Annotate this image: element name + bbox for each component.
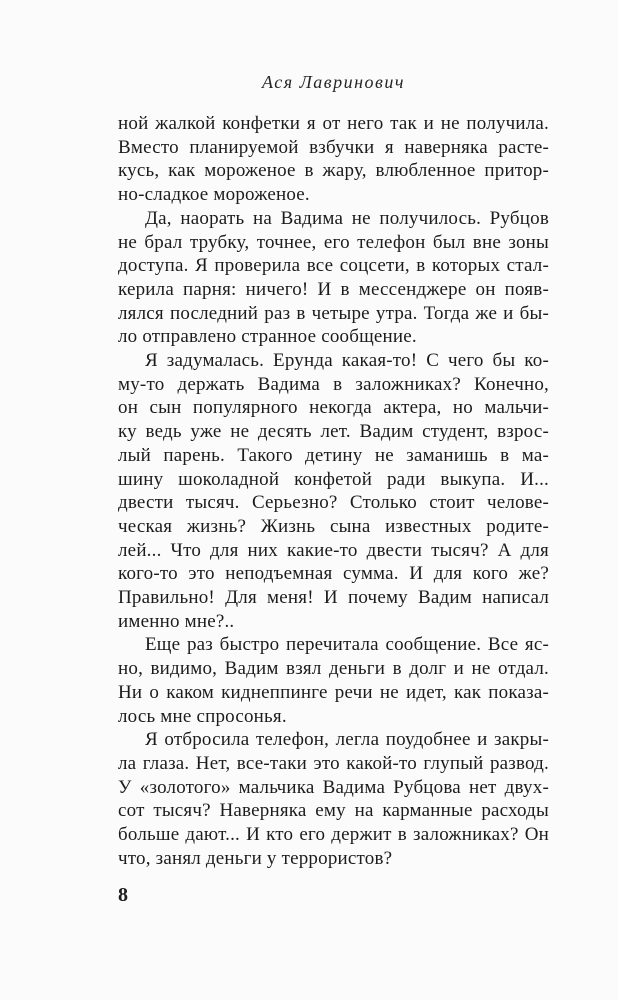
- paragraph: [118, 728, 549, 870]
- paragraph: [118, 207, 549, 349]
- text-line: больше дают... И кто его держит в заложниках? Он: [118, 824, 549, 846]
- text-line: У «золотого» мальчика Вадима Рубцова нет двух-: [118, 776, 549, 798]
- text-line: кого-то это неподъемная сумма. И для кого же?: [118, 563, 549, 585]
- text-line: Вместо планируемой взбучки я наверняка расте-: [118, 136, 549, 158]
- text-line: му-то держать Вадима в заложниках? Конечно,: [118, 373, 549, 395]
- text-line: доступа. Я проверила все соцсети, в которых стал-: [118, 255, 549, 277]
- text-line: что, занял деньги у террористов?: [118, 847, 393, 869]
- text-line: Я отбросила телефон, легла поудобнее и закры-: [145, 729, 549, 751]
- text-line: двести тысяч. Серьезно? Столько стоит челове-: [118, 492, 549, 514]
- text-line: ку ведь уже не десять лет. Вадим студент, взрос-: [118, 421, 549, 443]
- page-number: 8: [118, 884, 128, 906]
- text-line: но-сладкое мороженое.: [118, 184, 310, 206]
- text-line: шину шоколадной конфетой ради выкупа. И...: [118, 468, 549, 490]
- text-line: он сын популярного некогда актера, но мальчи-: [118, 397, 549, 419]
- text-line: ной жалкой конфетки я от него так и не получила.: [118, 113, 549, 134]
- text-line: не брал трубку, точнее, его телефон был вне зоны: [118, 231, 549, 253]
- text-line: керила парня: ничего! И в мессенджере он появ-: [118, 278, 549, 300]
- text-line: Да, наорать на Вадима не получилось. Рубцов: [145, 207, 549, 229]
- text-line: кусь, как мороженое в жару, влюбленное притор-: [118, 160, 549, 182]
- text-line: лялся последний раз в четыре утра. Тогда же и бы-: [118, 302, 549, 324]
- running-header-author: Ася Лавринович: [262, 72, 405, 92]
- text-line: сот тысяч? Наверняка ему на карманные расходы: [118, 800, 549, 822]
- text-line: ла глаза. Нет, все-таки это какой-то глупый развод.: [118, 752, 549, 774]
- text-line: Я задумалась. Ерунда какая-то! С чего бы ко-: [145, 350, 549, 372]
- text-line: лый парень. Такого детину не заманишь в ма-: [118, 444, 549, 466]
- text-line: Правильно! Для меня! И почему Вадим написал: [118, 587, 549, 609]
- paragraph: [118, 112, 549, 207]
- paragraph: [118, 633, 549, 728]
- text-line: лей... Что для них какие-то двести тысяч? А для: [118, 539, 549, 561]
- text-line: именно мне?..: [118, 610, 235, 632]
- text-line: Еще раз быстро перечитала сообщение. Все яс-: [145, 634, 549, 656]
- paragraph: [118, 349, 549, 633]
- text-line: Ни о каком киднеппинге речи не идет, как показа-: [118, 681, 549, 703]
- text-line: ческая жизнь? Жизнь сына известных родите-: [118, 515, 549, 537]
- page-text-block: [118, 112, 549, 871]
- text-line: но, видимо, Вадим взял деньги в долг и не отдал.: [118, 658, 549, 680]
- text-line: ло отправлено странное сообщение.: [118, 326, 417, 348]
- text-line: лось мне спросонья.: [118, 705, 287, 727]
